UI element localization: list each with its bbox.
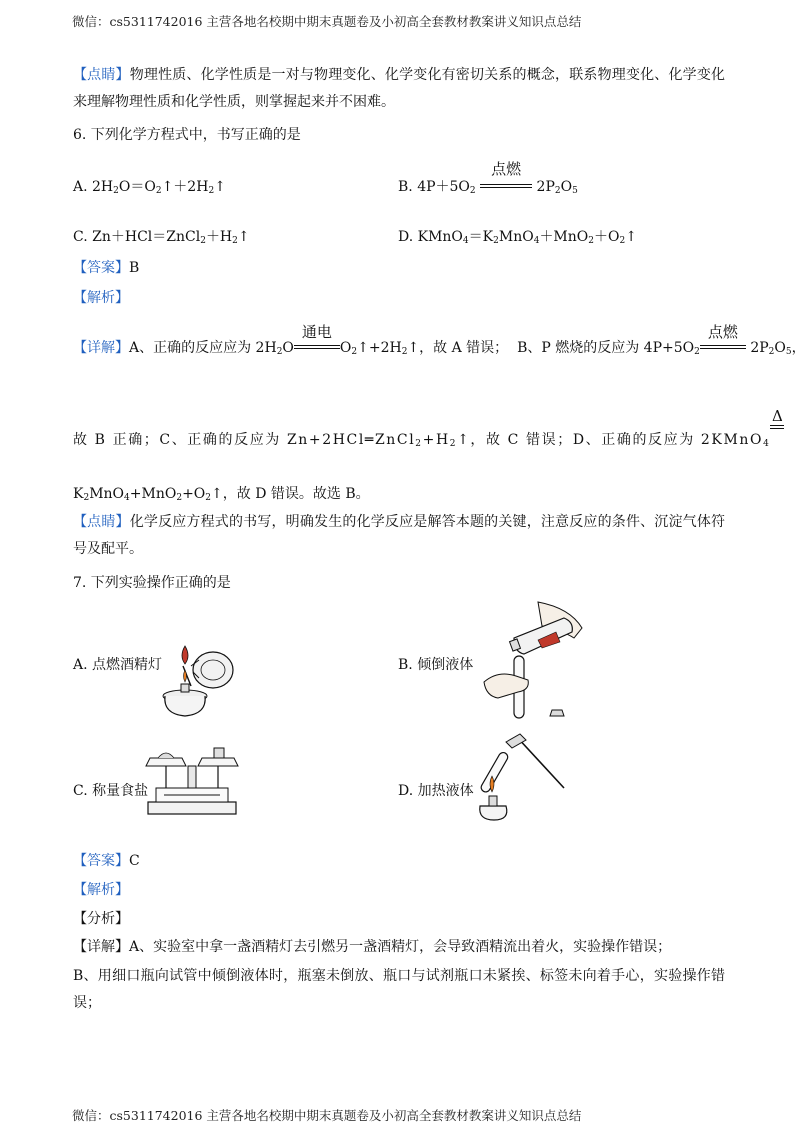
q6-option-d: D. $KMnO_4=K_2MnO_4+MnO_2+O_2↑$ bbox=[398, 229, 637, 246]
page-footer: 微信：cs5311742016 主营各地名校期中期末真题卷及小初高全套教材教案讲义知识点总结 bbox=[72, 1108, 582, 1123]
page-header: 微信：cs5311742016 主营各地名校期中期末真题卷及小初高全套教材教案讲义知识点总结 bbox=[72, 14, 582, 29]
q7-option-a: A. 点燃酒精灯 bbox=[73, 657, 163, 673]
heat-condition: Δ bbox=[772, 407, 783, 425]
q6-detail-line1: 【详解】A、正确的反应应为 $2H_2O$ 通电 $O_2↑+2H_2↑$，故 A 错误； B、P 燃烧的反应为 $4P+5O_2$ 点燃 $2P_2O_5$， bbox=[73, 323, 806, 357]
q7-detail-a bbox=[73, 936, 671, 956]
note-q5-text: 物理性质、化学性质是一对与物理变化、化学变化有密切关系的概念，联系物理变化、化学变化来理解物理性质和化学性质，则掌握起来并不困难。 bbox=[73, 67, 726, 110]
xiangjie-tag-2: 【详解】 bbox=[73, 939, 129, 955]
q7-option-b: B. 倾倒液体 bbox=[398, 657, 474, 673]
q7-option-d: D. 加热液体 bbox=[398, 783, 474, 799]
q6-option-a: A. $2H_2O=O_2↑+2H_2↑$ bbox=[73, 179, 226, 196]
q6-option-c: C. $Zn+HCl=ZnCl_2+H_2↑$ bbox=[73, 229, 250, 246]
answer-tag: 【答案】 bbox=[73, 260, 129, 276]
heating-liquid-figure bbox=[476, 728, 572, 824]
electric-condition: 通电 bbox=[301, 323, 332, 341]
alcohol-lamp-ignition-figure bbox=[155, 638, 245, 722]
q7-option-c: C. 称量食盐 bbox=[73, 783, 149, 799]
q7-jiexi: 【解析】 bbox=[73, 882, 129, 898]
dianjing-tag: 【点睛】 bbox=[73, 67, 130, 83]
answer-tag-2: 【答案】 bbox=[73, 853, 129, 869]
q6-detail-line2: 故 B 正确；C、正确的反应为 $Zn+2HCl═ZnCl_2+H_2↑$，故 C 错误；D、正确的反应为 2KMnO$_4$ Δ bbox=[73, 407, 783, 449]
note-q6 bbox=[73, 509, 725, 563]
q6-stem: 6. 下列化学方程式中，书写正确的是 bbox=[73, 127, 301, 143]
xiangjie-tag: 【详解】 bbox=[73, 340, 129, 356]
q6-option-b: B. $4P+5O_2$ 点燃 $2P_2O_5$ bbox=[398, 160, 578, 196]
q6-jiexi: 【解析】 bbox=[73, 290, 129, 306]
note-q5 bbox=[73, 62, 725, 116]
ignite-condition: 点燃 bbox=[491, 160, 522, 178]
q6-answer-value: B bbox=[129, 260, 140, 276]
ignite-condition-2: 点燃 bbox=[707, 323, 738, 341]
q6-detail-line3: $K_2MnO_4+MnO_2+O_2↑$，故 D 错误。故选 B。 bbox=[73, 486, 370, 503]
q7-answer-value: C bbox=[129, 853, 140, 869]
q7-answer bbox=[73, 850, 140, 870]
q7-stem: 7. 下列实验操作正确的是 bbox=[73, 575, 231, 591]
q6-answer bbox=[73, 257, 139, 277]
q7-detail-a-text: A、实验室中拿一盏酒精灯去引燃另一盏酒精灯，会导致酒精流出着火，实验操作错误； bbox=[129, 939, 672, 955]
dianjing-tag-2: 【点睛】 bbox=[73, 514, 130, 530]
q7-fenxi: 【分析】 bbox=[73, 911, 129, 927]
q7-detail-b: B、用细口瓶向试管中倾倒液体时，瓶塞未倒放、瓶口与试剂瓶口未紧挨、标签未向着手心，实验操作错误； bbox=[73, 968, 725, 1011]
pouring-liquid-figure bbox=[478, 598, 590, 726]
weighing-balance-figure bbox=[140, 742, 244, 818]
note-q6-text: 化学反应方程式的书写，明确发生的化学反应是解答本题的关键，注意反应的条件、沉淀气体符号及配平。 bbox=[73, 514, 726, 557]
